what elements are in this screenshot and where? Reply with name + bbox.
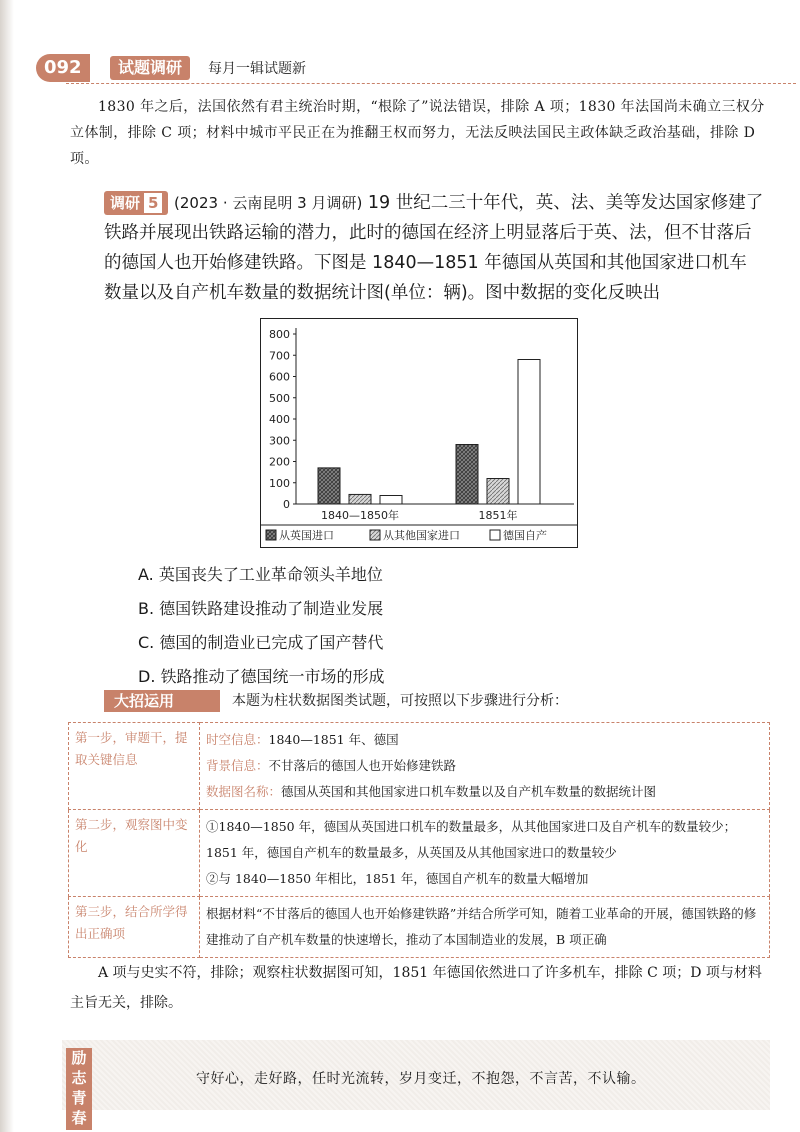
legend-swatch (490, 530, 500, 540)
question-tag-label: 调研 (110, 194, 141, 212)
step-1-body (200, 723, 770, 810)
bar-1 (456, 445, 478, 505)
x-tick-label: 1851年 (478, 509, 518, 522)
bar-3 (380, 496, 402, 505)
bar-chart (260, 318, 578, 548)
y-tick-label: 800 (269, 328, 290, 341)
motto-side-label: 励志青春 (66, 1048, 92, 1130)
bar-chart-svg (260, 318, 578, 548)
question-tag (104, 191, 168, 215)
step-1-line (206, 753, 763, 779)
legend-swatch (266, 530, 276, 540)
page-number: 092 (36, 54, 90, 82)
method-intro: 本题为柱状数据图类试题，可按照以下步骤进行分析： (232, 693, 568, 709)
y-tick-label: 300 (269, 434, 290, 448)
page-header (30, 54, 770, 84)
step-1-value: 不甘落后的德国人也开始修建铁路 (268, 758, 457, 773)
legend-label: 德国自产 (503, 529, 547, 542)
option-c[interactable]: C. 德国的制造业已完成了国产替代 (138, 633, 384, 652)
step-1-label: 时空信息： (206, 732, 269, 747)
legend-label: 从英国进口 (279, 529, 334, 542)
y-tick-label: 500 (269, 391, 290, 405)
question-tag-number: 5 (144, 193, 162, 213)
step-3-body: 根据材料“不甘落后的德国人也开始修建铁路”并结合所学可知，随着工业革命的开展，德国铁路的修建推动了自产机车数量的快速增长，推动了本国制造业的发展，B 项正确 (200, 897, 770, 958)
y-tick-label: 400 (269, 413, 290, 426)
option-d[interactable]: D. 铁路推动了德国统一市场的形成 (138, 667, 385, 686)
step-row-1 (69, 723, 770, 810)
step-1-label: 背景信息： (206, 758, 269, 773)
step-1-line (206, 779, 763, 805)
step-1-line (206, 727, 763, 753)
option-b[interactable]: B. 德国铁路建设推动了制造业发展 (138, 599, 384, 618)
final-analysis: A 项与史实不符，排除；观察柱状数据图可知，1851 年德国依然进口了许多机车，排除 C 项；D 项与材料主旨无关，排除。 (70, 965, 762, 1011)
question-text: 19 世纪二三十年代，英、法、美等发达国家修建了铁路并展现出铁路运输的潜力，此时的德国在经济上明显落后于英、法，但不甘落后的德国人也开始修建铁路。下图是 1840—1851 年德国从英国和其他国家进口机车数量以及自产机车数量的数据统计图(单位：辆)。图中数据的变化反映出 (104, 193, 764, 303)
y-tick-label: 0 (283, 498, 290, 511)
header-divider (66, 83, 796, 84)
bar-3 (518, 360, 540, 505)
y-tick-label: 600 (269, 370, 290, 384)
y-tick-label: 700 (269, 349, 290, 363)
bar-2 (349, 494, 371, 504)
x-tick-label: 1840—1850年 (321, 509, 399, 522)
step-1-value: 德国从英国和其他国家进口机车数量以及自产机车数量的数据统计图 (281, 784, 657, 799)
step-row-3 (69, 897, 770, 958)
step-3-title: 第三步，结合所学得出正确项 (69, 897, 200, 958)
bar-2 (487, 479, 509, 505)
step-row-2 (69, 810, 770, 897)
steps-table (68, 722, 770, 958)
step-2-title: 第二步，观察图中变化 (69, 810, 200, 897)
option-a[interactable]: A. 英国丧失了工业革命领头羊地位 (138, 565, 383, 584)
section-title: 试题调研 (110, 56, 190, 80)
previous-analysis: 1830 年之后，法国依然有君主统治时期，“根除了”说法错误，排除 A 项；1830 年法国尚未确立三权分立体制，排除 C 项；材料中城市平民正在为推翻王权而努力，无法反映法国民主政体缺乏政治基础，排除 D 项。 (70, 99, 765, 167)
y-tick-label: 100 (269, 476, 290, 490)
header-subtitle: 每月一辑试题新 (208, 61, 306, 77)
step-2-line: ②与 1840—1850 年相比，1851 年，德国自产机车的数量大幅增加 (206, 871, 589, 886)
method-tag: 大招运用 (104, 690, 220, 712)
page-edge-shadow (0, 0, 14, 1132)
legend-label: 从其他国家进口 (383, 529, 460, 542)
step-1-value: 1840—1851 年、德国 (268, 732, 399, 747)
step-2-body (200, 810, 770, 897)
step-1-title: 第一步，审题干，提取关键信息 (69, 723, 200, 810)
question-source: (2023 · 云南昆明 3 月调研) (174, 194, 363, 212)
question-stem (104, 188, 764, 308)
bar-1 (318, 468, 340, 504)
step-1-label: 数据图名称： (206, 784, 282, 799)
motto-text: 守好心，走好路，任时光流转，岁月变迁，不抱怨，不言苦，不认输。 (196, 1071, 646, 1087)
y-tick-label: 200 (269, 455, 290, 469)
legend-swatch (370, 530, 380, 540)
step-2-line: ①1840—1850 年，德国从英国进口机车的数量最多，从其他国家进口及自产机车的数量较少；1851 年，德国自产机车的数量最多，从英国及从其他国家进口的数量较少 (206, 819, 737, 860)
options-list (138, 558, 385, 694)
